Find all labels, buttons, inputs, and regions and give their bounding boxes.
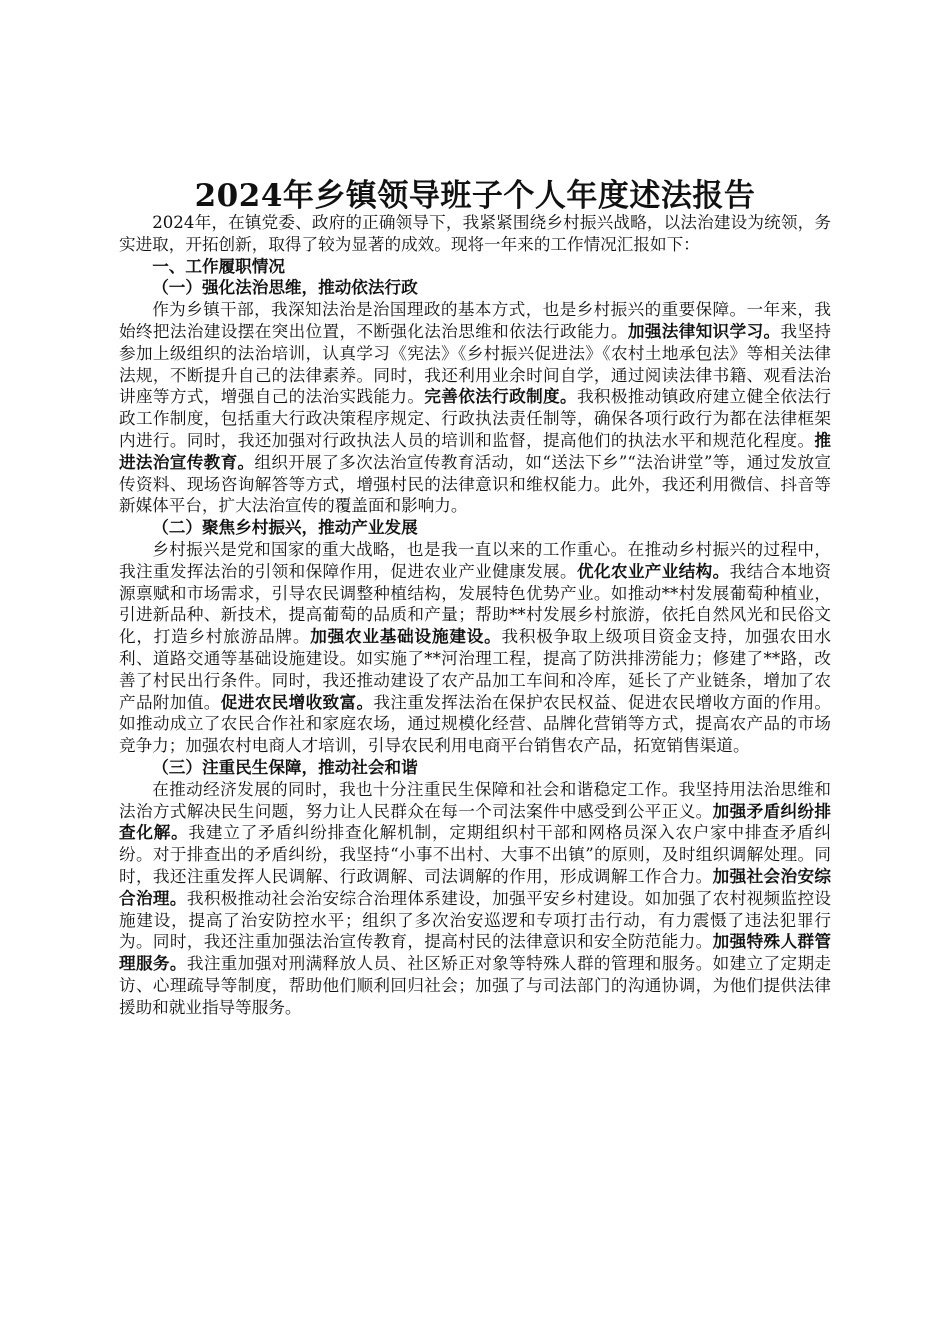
document-title: 2024年乡镇领导班子个人年度述法报告 — [194, 178, 756, 214]
paragraph-text: 我注重加强对刑满释放人员、社区矫正对象等特殊人群的管理和服务。如建立了定期走访、心理疏导等制度，帮助他们顺利回归社会；加强了与司法部门的沟通协调，为他们提供法律援助和就业指导等服务。 — [119, 954, 832, 1017]
paragraph-text: 我注重发挥法治在保护农民权益、促进农民增收方面的作用。如推动成立了农民合作社和家庭农场，通过规模化经营、品牌化营销等方式，提高农产品的市场竞争力；加强农村电商人才培训，引导农民利用电商平台销售农产品，拓宽销售渠道。 — [119, 692, 832, 756]
paragraph-rural-revitalization — [119, 539, 831, 757]
bold-keypoint: 加强矛盾纠纷排查化解。 — [119, 800, 832, 843]
paragraph-text: 我结合本地资源禀赋和市场需求，引导农民调整种植结构，发展特色优势产业。如推动**村发展葡萄种植业，引进新品种、新技术，提高葡萄的品质和产量；帮助**村发展乡村旅游，依托自然风光和民俗文化，打造乡村旅游品牌。 — [119, 561, 832, 647]
bold-keypoint: 加强特殊人群管理服务。 — [119, 931, 832, 974]
subsection-heading-rural-revitalization: （二）聚焦乡村振兴，推动产业发展 — [152, 517, 418, 538]
bold-keypoint: 加强农业基础设施建设。 — [310, 626, 502, 647]
bold-keypoint: 加强社会治安综合治理。 — [119, 865, 832, 908]
subsection-heading-rule-of-law: （一）强化法治思维，推动依法行政 — [152, 277, 418, 298]
paragraph-livelihood — [119, 779, 831, 1019]
bold-keypoint: 加强法律知识学习。 — [627, 320, 781, 341]
bold-keypoint: 促进农民增收致富。 — [220, 691, 374, 712]
bold-keypoint: 推进法治宣传教育。 — [119, 429, 831, 472]
paragraph-text: 组织开展了多次法治宣传教育活动，如“送法下乡”“法治讲堂”等，通过发放宣传资料、现场咨询解答等方式，增强村民的法律意识和维权能力。此外，我还利用微信、抖音等新媒体平台，扩大法治宣传的覆盖面和影响力。 — [119, 452, 832, 516]
paragraph-text: 我坚持参加上级组织的法治培训，认真学习《宪法》《乡村振兴促进法》《农村土地承包法》等相关法律法规，不断提升自己的法律素养。同时，我还利用业余时间自学，通过阅读法律书籍、观看法治讲座等方式，增强自己的法治实践能力。 — [119, 321, 832, 407]
section-heading-performance: 一、工作履职情况 — [152, 255, 285, 276]
document-body — [119, 212, 831, 1018]
intro-paragraph: 2024年，在镇党委、政府的正确领导下，我紧紧围绕乡村振兴战略，以法治建设为统领，务实进取，开拓创新，取得了较为显著的成效。现将一年来的工作情况汇报如下： — [119, 213, 831, 254]
paragraph-rule-of-law — [119, 299, 831, 517]
paragraph-lead: 乡村振兴是党和国家的重大战略，也是我一直以来的工作重心。在推动乡村振兴的过程中，我注重发挥法治的引领和保障作用，促进农业产业健康发展。 — [119, 539, 831, 581]
bold-keypoint: 优化农业产业结构。 — [576, 560, 730, 581]
paragraph-text: 我积极推动镇政府建立健全依法行政工作制度，包括重大行政决策程序规定、行政执法责任制等，确保各项行政行为都在法律框架内进行。同时，我还加强对行政执法人员的培训和监督，提高他们的执法水平和规范化程度。 — [119, 387, 832, 450]
paragraph-text: 我积极推动社会治安综合治理体系建设，加强平安乡村建设。如加强了农村视频监控设施建设，提高了治安防控水平；组织了多次治安巡逻和专项打击行动，有力震慑了违法犯罪行为。同时，我还注重加强法治宣传教育，提高村民的法律意识和安全防范能力。 — [119, 888, 832, 952]
paragraph-text: 我建立了矛盾纠纷排查化解机制，定期组织村干部和网格员深入农户家中排查矛盾纠纷。对于排查出的矛盾纠纷，我坚持“小事不出村、大事不出镇”的原则，及时组织调解处理。同时，我还注重发挥人民调解、行政调解、司法调解的作用，形成调解工作合力。 — [119, 823, 832, 886]
bold-keypoint: 完善依法行政制度。 — [424, 386, 577, 407]
paragraph-text: 我积极争取上级项目资金支持，加强农田水利、道路交通等基础设施建设。如实施了**河治理工程，提高了防洪排涝能力；修建了**路，改善了村民出行条件。同时，我还推动建设了农产品加工车间和冷库，延长了产业链条，增加了农产品附加值。 — [119, 627, 832, 712]
paragraph-lead: 在推动经济发展的同时，我也十分注重民生保障和社会和谐稳定工作。我坚持用法治思维和法治方式解决民生问题，努力让人民群众在每一个司法案件中感受到公平正义。 — [119, 779, 831, 821]
subsection-heading-livelihood: （三）注重民生保障，推动社会和谐 — [152, 756, 418, 777]
paragraph-lead: 作为乡镇干部，我深知法治是治国理政的基本方式，也是乡村振兴的重要保障。一年来，我始终把法治建设摆在突出位置，不断强化法治思维和依法行政能力。 — [119, 300, 831, 341]
